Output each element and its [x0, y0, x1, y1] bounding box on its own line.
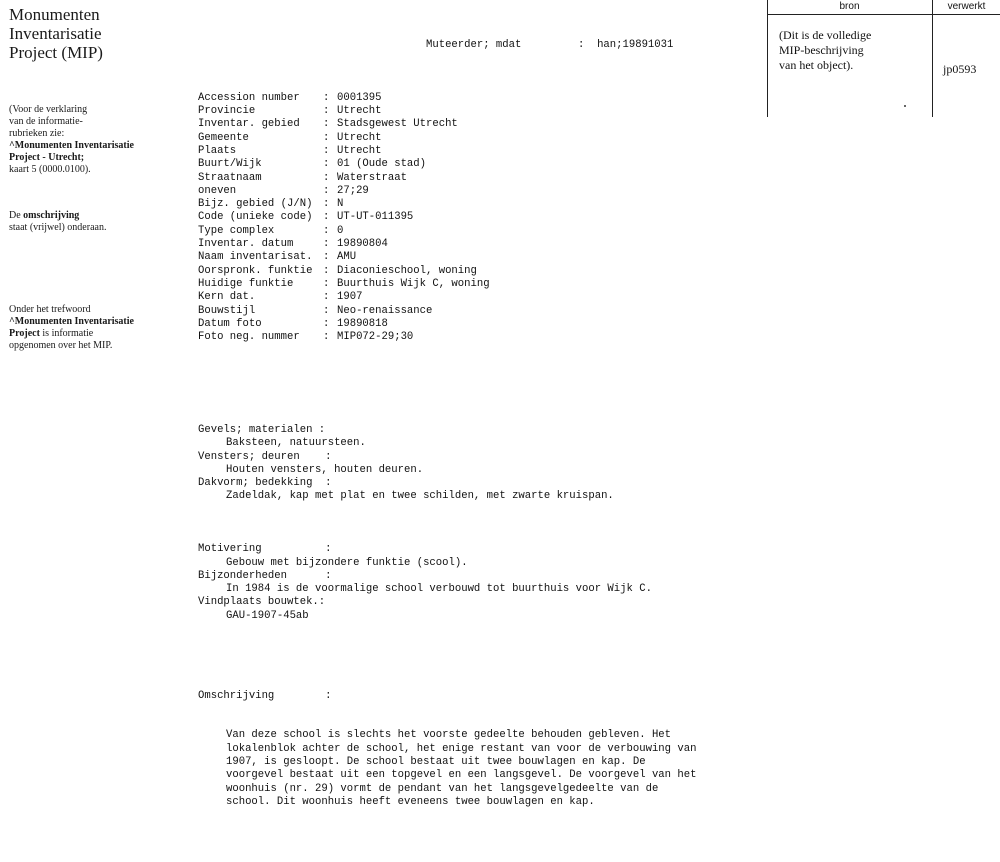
section-motivation	[198, 543, 758, 623]
field-label: Huidige funktie	[198, 277, 294, 290]
field-label: Oorspronk. funktie	[198, 264, 313, 277]
field-separator: :	[323, 238, 330, 251]
record-field-row	[198, 265, 758, 278]
field-value: Waterstraat	[337, 171, 407, 184]
note3-line-2: Project is informatie	[9, 328, 94, 339]
materials-text: Zadeldak, kap met plat en twee schilden, met zwarte kruispan.	[226, 490, 614, 503]
field-value: AMU	[337, 251, 357, 264]
record-field-row	[198, 105, 758, 118]
field-separator: :	[323, 144, 330, 157]
field-label: Bouwstijl	[198, 304, 256, 317]
record-field-row	[198, 118, 758, 131]
note1-link-1: ^Monumenten Inventarisatie	[9, 140, 134, 151]
record-field-row	[198, 331, 758, 344]
record-field-row	[198, 278, 758, 291]
note1-line-3: rubrieken zie:	[9, 128, 65, 139]
table-header	[767, 0, 1000, 15]
field-separator: :	[323, 264, 330, 277]
source-table	[767, 0, 1000, 117]
materials-heading: Gevels; materialen :	[198, 423, 326, 436]
motivation-heading: Bijzonderheden :	[198, 569, 332, 582]
materials-heading: Vensters; deuren :	[198, 450, 332, 463]
field-label: Plaats	[198, 144, 237, 157]
field-label: Inventar. gebied	[198, 118, 300, 131]
field-label: Foto neg. nummer	[198, 331, 300, 344]
field-label: Datum foto	[198, 317, 262, 330]
field-value: 0	[337, 224, 344, 237]
field-label: Bijz. gebied (J/N)	[198, 198, 313, 211]
record-field-row	[198, 158, 758, 171]
record-field-row	[198, 172, 758, 185]
record-field-row	[198, 145, 758, 158]
desc-line-1: (Dit is de volledige	[779, 28, 872, 42]
omschrijving-line: voorgevel bestaat uit een topgevel en een langsgevel. De voorgevel van het	[226, 769, 697, 782]
note1-link-2: Project - Utrecht;	[9, 152, 85, 163]
desc-line-2: MIP-beschrijving	[779, 43, 864, 57]
muteerder-label: Muteerder; mdat	[426, 38, 522, 51]
field-label: Straatnaam	[198, 171, 262, 184]
field-value: 19890804	[337, 238, 388, 251]
title-line-1: Monumenten	[9, 5, 100, 24]
omschrijving-line: Van deze school is slechts het voorste gedeelte behouden gebleven. Het	[226, 729, 672, 742]
record-field-row	[198, 211, 758, 224]
field-separator: :	[323, 211, 330, 224]
table-divider-middle	[932, 0, 933, 117]
note3-line-1: Onder het trefwoord	[9, 304, 91, 315]
materials-heading: Dakvorm; bedekking :	[198, 477, 332, 490]
field-separator: :	[323, 198, 330, 211]
field-label: Naam inventarisat.	[198, 251, 313, 264]
record-field-row	[198, 225, 758, 238]
field-list	[198, 92, 758, 345]
field-separator: :	[323, 291, 330, 304]
field-value: Stadsgewest Utrecht	[337, 118, 458, 131]
keyword-note	[9, 304, 169, 352]
field-value: Utrecht	[337, 131, 382, 144]
materials-text: Baksteen, natuursteen.	[226, 437, 366, 450]
field-label: Buurt/Wijk	[198, 158, 262, 171]
field-value: 27;29	[337, 184, 369, 197]
field-value: 01 (Oude stad)	[337, 158, 427, 171]
field-separator: :	[323, 331, 330, 344]
field-value: Utrecht	[337, 144, 382, 157]
motivation-text: Gebouw met bijzondere funktie (scool).	[226, 556, 468, 569]
note2-line-1: De omschrijving	[9, 210, 80, 221]
title-line-3: Project (MIP)	[9, 43, 103, 62]
field-label: Type complex	[198, 224, 275, 237]
note1-line-4: kaart 5 (0000.0100).	[9, 164, 91, 175]
note3-link-1: ^Monumenten Inventarisatie	[9, 316, 134, 327]
field-value: MIP072-29;30	[337, 331, 414, 344]
motivation-heading: Vindplaats bouwtek.:	[198, 596, 326, 609]
record-field-row	[198, 198, 758, 211]
mip-record	[198, 12, 758, 862]
title-line-2: Inventarisatie	[9, 24, 102, 43]
omschrijving-block	[198, 663, 758, 836]
note1-line-2: van de informatie-	[9, 116, 83, 127]
field-separator: :	[323, 158, 330, 171]
field-value: Buurthuis Wijk C, woning	[337, 277, 490, 290]
omschrijving-line: lokalenblok achter de school, het enige restant van voor de verbouwing van	[226, 742, 697, 755]
field-separator: :	[323, 251, 330, 264]
desc-line-3: van het object).	[779, 58, 854, 72]
verwerkt-code: jp0593	[943, 62, 977, 76]
field-value: 19890818	[337, 317, 388, 330]
record-field-row	[198, 318, 758, 331]
field-separator: :	[323, 105, 330, 118]
record-field-row	[198, 305, 758, 318]
explanation-note	[9, 104, 169, 176]
field-label: Provincie	[198, 105, 256, 118]
field-separator: :	[323, 171, 330, 184]
record-field-row	[198, 291, 758, 304]
field-label: Kern dat.	[198, 291, 256, 304]
field-separator: :	[323, 304, 330, 317]
field-separator: :	[323, 118, 330, 131]
field-label: Gemeente	[198, 131, 249, 144]
field-label: Code (unieke code)	[198, 211, 313, 224]
motivation-heading: Motivering :	[198, 543, 332, 556]
field-value: 1907	[337, 291, 363, 304]
field-separator: :	[323, 317, 330, 330]
field-label: Accession number	[198, 91, 300, 104]
field-value: 0001395	[337, 91, 382, 104]
field-separator: :	[323, 184, 330, 197]
motivation-text: GAU-1907-45ab	[226, 609, 309, 622]
record-field-row	[198, 251, 758, 264]
description-location-note	[9, 210, 169, 234]
record-field-row	[198, 238, 758, 251]
omschrijving-line: school. Dit woonhuis heeft eveneens twee bouwlagen en kap.	[226, 795, 595, 808]
mip-title	[9, 5, 159, 62]
record-field-row	[198, 132, 758, 145]
omschrijving-line: 1907, is gesloopt. De school bestaat uit twee bouwlagen en kap. De	[226, 756, 646, 769]
record-field-row	[198, 185, 758, 198]
table-divider-left	[767, 0, 768, 117]
field-value: Neo-renaissance	[337, 304, 433, 317]
muteerder-value: : han;19891031	[578, 38, 674, 51]
field-label: Inventar. datum	[198, 238, 294, 251]
field-separator: :	[323, 224, 330, 237]
motivation-text: In 1984 is de voormalige school verbouwd tot buurthuis voor Wijk C.	[226, 583, 652, 596]
field-separator: :	[323, 277, 330, 290]
section-materials	[198, 424, 758, 504]
field-value: N	[337, 198, 344, 211]
field-separator: :	[323, 91, 330, 104]
header-bron: bron	[839, 1, 860, 12]
field-separator: :	[323, 131, 330, 144]
omschrijving-text	[198, 729, 758, 809]
scan-speck	[904, 105, 906, 107]
record-field-row	[198, 92, 758, 105]
note2-line-2: staat (vrijwel) onderaan.	[9, 222, 107, 233]
materials-text: Houten vensters, houten deuren.	[226, 463, 424, 476]
note1-line-1: (Voor de verklaring	[9, 104, 88, 115]
field-value: UT-UT-011395	[337, 211, 414, 224]
table-description	[779, 28, 929, 73]
record-fields	[198, 39, 758, 371]
field-value: Utrecht	[337, 105, 382, 118]
field-label: oneven	[198, 184, 237, 197]
note3-line-3: opgenomen over het MIP.	[9, 340, 113, 351]
header-verwerkt: verwerkt	[947, 1, 986, 12]
field-value: Diaconieschool, woning	[337, 264, 477, 277]
omschrijving-heading: Omschrijving :	[198, 689, 332, 702]
omschrijving-line: woonhuis (nr. 29) vormt de pendant van het langsgevelgedeelte van de	[226, 782, 659, 795]
